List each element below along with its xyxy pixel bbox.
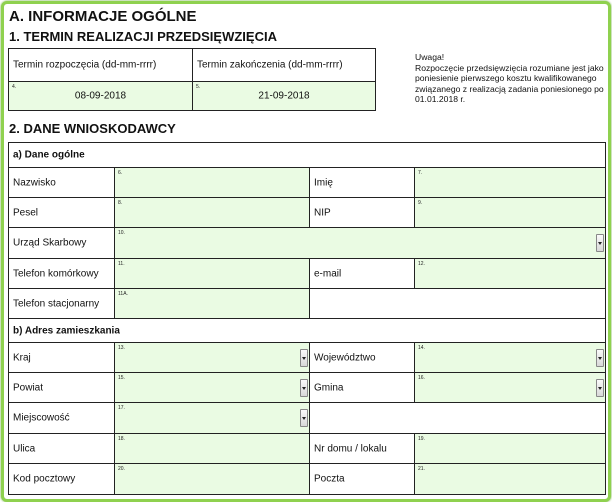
chevron-down-icon[interactable] — [596, 379, 604, 397]
empty-cell — [309, 288, 606, 319]
miejscowosc-select[interactable] — [114, 402, 310, 434]
note-title: Uwaga! — [415, 52, 445, 62]
email-label: e-mail — [314, 268, 342, 279]
nr-domu-field[interactable] — [414, 433, 606, 464]
field-number: 19. — [418, 436, 425, 442]
tel-stac-label-cell — [8, 288, 115, 319]
field-number: 18. — [118, 436, 125, 442]
end-date-label: Termin zakończenia (dd-mm-rrrr) — [197, 59, 343, 71]
imie-label-cell — [309, 167, 415, 198]
poczta-label: Poczta — [314, 473, 345, 485]
gmina-select[interactable] — [414, 372, 606, 403]
field-number: 13. — [118, 345, 125, 351]
field-number: 16. — [418, 375, 425, 381]
note — [415, 52, 605, 105]
end-date-field[interactable] — [192, 81, 376, 111]
start-date-label: Termin rozpoczęcia (dd-mm-rrrr) — [13, 59, 157, 71]
field-number: 4. — [12, 84, 17, 90]
gmina-label-cell — [309, 372, 415, 403]
gmina-label: Gmina — [314, 382, 344, 393]
email-field[interactable] — [414, 258, 606, 289]
miejscowosc-label: Miejscowość — [13, 412, 70, 424]
field-number: 11. — [118, 261, 125, 267]
chevron-down-icon[interactable] — [300, 349, 308, 367]
field-number: 5. — [196, 84, 201, 90]
imie-field[interactable] — [414, 167, 606, 198]
field-number: 6. — [118, 170, 123, 176]
tel-stac-label: Telefon stacjonarny — [13, 298, 100, 309]
ulica-label: Ulica — [13, 443, 36, 454]
field-number: 10. — [118, 230, 125, 236]
form-frame — [1, 1, 611, 502]
ulica-label-cell — [8, 433, 115, 464]
note-text: Rozpoczęcie przedsięwzięcia rozumiane jest jako poniesienie pierwszego kosztu kwalifikowanego związanego z realizacją zadania poniesionego po 01.01.2018 r. — [415, 62, 604, 104]
pesel-field[interactable] — [114, 197, 310, 228]
nip-label: NIP — [314, 207, 331, 218]
imie-label: Imię — [314, 177, 333, 188]
chevron-down-icon[interactable] — [596, 349, 604, 367]
woj-select[interactable] — [414, 342, 606, 373]
field-number: 11A. — [118, 291, 128, 297]
field-number: 8. — [118, 200, 123, 206]
pesel-label-cell — [8, 197, 115, 228]
kod-field[interactable] — [114, 463, 310, 495]
tel-kom-label-cell — [8, 258, 115, 289]
nip-label-cell — [309, 197, 415, 228]
kraj-label: Kraj — [13, 352, 31, 363]
nazwisko-label: Nazwisko — [13, 177, 56, 188]
nazwisko-label-cell — [8, 167, 115, 198]
end-date-label-cell — [192, 48, 376, 82]
urzad-label-cell — [8, 227, 115, 259]
woj-label: Województwo — [314, 352, 376, 363]
email-label-cell — [309, 258, 415, 289]
urzad-select[interactable] — [114, 227, 606, 259]
kraj-select[interactable] — [114, 342, 310, 373]
field-number: 9. — [418, 200, 423, 206]
pesel-label: Pesel — [13, 207, 39, 218]
urzad-label: Urząd Skarbowy — [13, 237, 87, 249]
adres-header-label: b) Adres zamieszkania — [13, 325, 120, 336]
section-1-title: 1. TERMIN REALIZACJI PRZEDSIĘWZIĘCIA — [9, 29, 277, 44]
nr-domu-label: Nr domu / lokalu — [314, 443, 387, 454]
dane-ogolne-header-label: a) Dane ogólne — [13, 149, 85, 161]
tel-kom-label: Telefon komórkowy — [13, 268, 99, 279]
woj-label-cell — [309, 342, 415, 373]
poczta-field[interactable] — [414, 463, 606, 495]
empty-cell — [309, 402, 606, 434]
chevron-down-icon[interactable] — [300, 409, 308, 427]
field-number: 7. — [418, 170, 423, 176]
section-a-title: A. INFORMACJE OGÓLNE — [9, 8, 197, 25]
ulica-field[interactable] — [114, 433, 310, 464]
chevron-down-icon[interactable] — [300, 379, 308, 397]
section-2-title: 2. DANE WNIOSKODAWCY — [9, 121, 176, 136]
miejscowosc-label-cell — [8, 402, 115, 434]
kod-label-cell — [8, 463, 115, 495]
powiat-label-cell — [8, 372, 115, 403]
powiat-label: Powiat — [13, 382, 44, 393]
field-number: 17. — [118, 405, 125, 411]
nr-domu-label-cell — [309, 433, 415, 464]
start-date-value: 08-09-2018 — [74, 90, 127, 102]
powiat-select[interactable] — [114, 372, 310, 403]
adres-header — [8, 318, 606, 343]
field-number: 20. — [118, 466, 125, 472]
start-date-label-cell — [8, 48, 193, 82]
end-date-value: 21-09-2018 — [258, 90, 310, 102]
kod-label: Kod pocztowy — [13, 473, 76, 485]
kraj-label-cell — [8, 342, 115, 373]
tel-kom-field[interactable] — [114, 258, 310, 289]
dane-ogolne-header — [8, 142, 606, 168]
field-number: 14. — [418, 345, 425, 351]
nazwisko-field[interactable] — [114, 167, 310, 198]
start-date-field[interactable] — [8, 81, 193, 111]
field-number: 21. — [418, 466, 425, 472]
chevron-down-icon[interactable] — [596, 234, 604, 252]
nip-field[interactable] — [414, 197, 606, 228]
field-number: 12. — [418, 261, 425, 267]
tel-stac-field[interactable] — [114, 288, 310, 319]
poczta-label-cell — [309, 463, 415, 495]
field-number: 15. — [118, 375, 125, 381]
